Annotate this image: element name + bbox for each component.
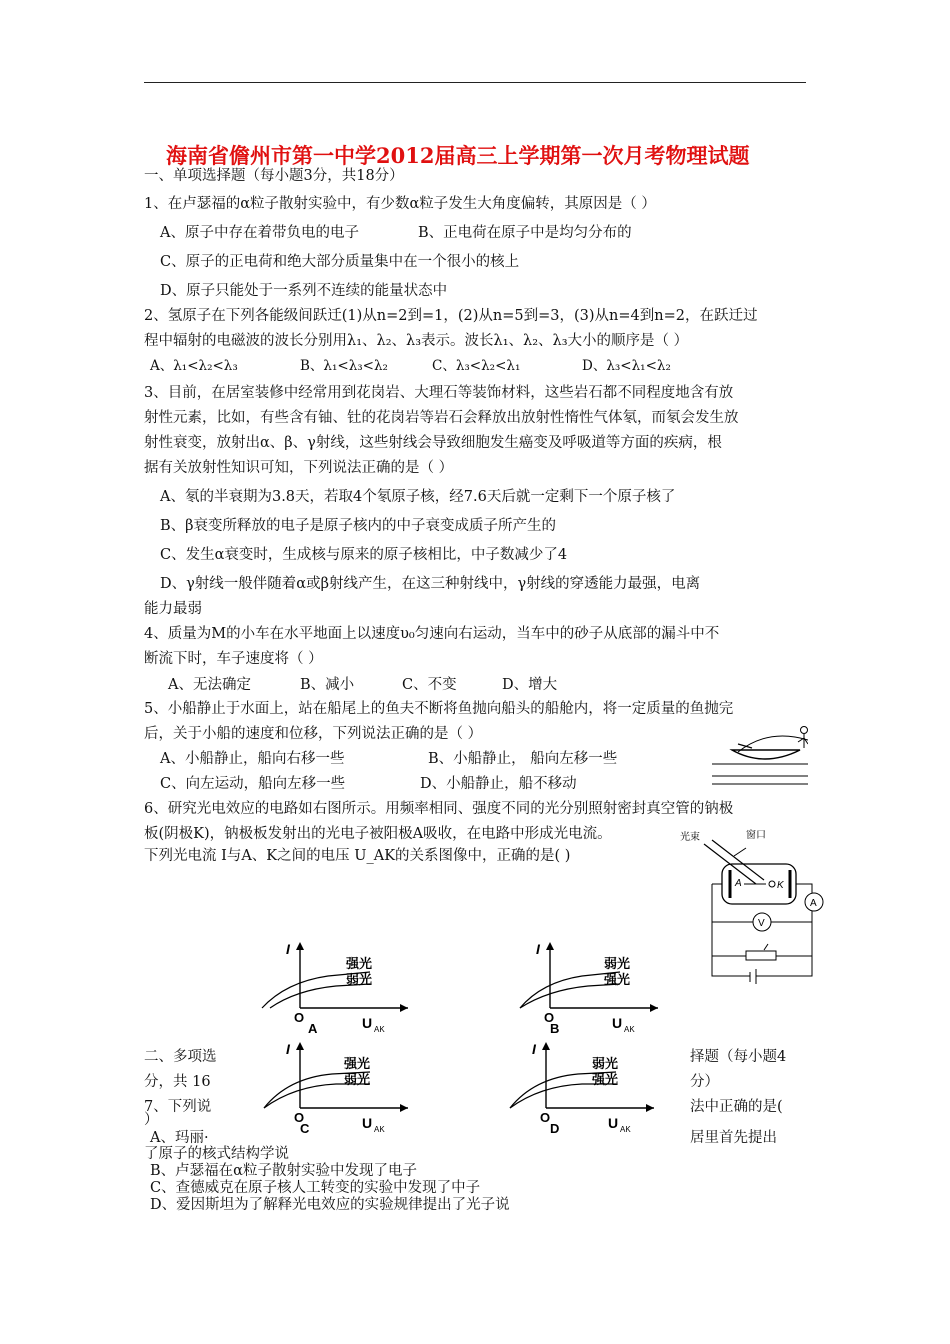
graph-c-top: 强光 <box>344 1056 371 1071</box>
graph-d-top: 弱光 <box>592 1056 619 1071</box>
graph-a-sub: AK <box>374 1025 385 1034</box>
beam-label: 光束 <box>680 832 700 843</box>
q3-option-a: A、氡的半衰期为3.8天，若取4个氡原子核，经7.6天后就一定剩下一个原子核了 <box>160 489 676 505</box>
cathode-label: K <box>777 880 784 891</box>
q1-stem: 1、在卢瑟福的α粒子散射实验中，有少数α粒子发生大角度偏转，其原因是（ ） <box>144 196 656 212</box>
q7-option-c: C、查德威克在原子核人工转变的实验中发现了中子 <box>150 1180 481 1196</box>
section-2-left-1: 二、多项选 <box>144 1049 217 1065</box>
graph-d-u: U <box>608 1115 619 1131</box>
q2-option-b: B、λ₁<λ₃<λ₂ <box>300 358 388 374</box>
q4-option-c: C、不变 <box>402 677 457 693</box>
boat-figure <box>712 722 808 790</box>
q3-stem-2: 射性元素，比如，有些含有铀、钍的花岗岩等岩石会释放出放射性惰性气体氡，而氡会发生放 <box>144 410 739 426</box>
q7-stem-left: 7、下列说 <box>144 1099 212 1115</box>
voltmeter-label: V <box>758 918 765 929</box>
graph-b-i: I <box>536 941 540 957</box>
q4-stem-1: 4、质量为M的小车在水平地面上以速度υ₀匀速向右运动，当车中的砂子从底部的漏斗中不 <box>144 626 720 642</box>
q5-stem-2: 后，关于小船的速度和位移，下列说法正确的是（ ） <box>144 726 483 742</box>
q1-option-d: D、原子只能处于一系列不连续的能量状态中 <box>160 283 448 299</box>
graph-b-bottom: 强光 <box>604 972 631 987</box>
section-2-right-1: 择题（每小题4 <box>690 1049 787 1065</box>
q3-option-b: B、β衰变所释放的电子是原子核内的中子衰变成质子所产生的 <box>160 518 557 534</box>
q7-option-a-right: 居里首先提出 <box>690 1130 777 1146</box>
q7-option-d: D、爱因斯坦为了解释光电效应的实验规律提出了光子说 <box>150 1197 510 1213</box>
graph-b-u: U <box>612 1015 623 1031</box>
graph-d <box>504 1038 664 1134</box>
q6-stem-1: 6、研究光电效应的电路如右图所示。用频率相同、强度不同的光分别照射密封真空管的钠极 <box>144 801 734 817</box>
q6-stem-3: 下列光电流 I与A、K之间的电压 U_AK的关系图像中，正确的是( ) <box>144 848 571 864</box>
window-label: 窗口 <box>746 830 766 841</box>
q3-option-d-1: D、γ射线一般伴随着α或β射线产生，在这三种射线中，γ射线的穿透能力最强，电离 <box>160 576 701 592</box>
graph-c-sub: AK <box>374 1125 385 1134</box>
q7-option-a-2: 了原子的核式结构学说 <box>144 1146 289 1162</box>
graph-d-bottom: 强光 <box>592 1072 619 1087</box>
q4-option-a: A、无法确定 <box>168 677 251 693</box>
graph-a-o: O <box>294 1010 305 1025</box>
graph-c-letter: C <box>300 1121 310 1134</box>
section-2-left-2: 分，共 16 <box>144 1074 211 1090</box>
anode-label: A <box>735 878 742 889</box>
q3-stem-4: 据有关放射性知识可知，下列说法正确的是（ ） <box>144 460 454 476</box>
q1-option-c: C、原子的正电荷和绝大部分质量集中在一个很小的核上 <box>160 254 520 270</box>
graph-c-u: U <box>362 1115 373 1131</box>
graph-a <box>258 938 418 1034</box>
header-rule <box>144 82 806 83</box>
section-2-right-2: 分） <box>690 1074 719 1090</box>
graph-c-o: O <box>294 1110 305 1125</box>
q7-stem-right: 法中正确的是( <box>690 1099 783 1115</box>
q3-option-c: C、发生α衰变时，生成核与原来的原子核相比，中子数减少了4 <box>160 547 568 563</box>
graph-c-i: I <box>286 1041 290 1057</box>
graph-a-i: I <box>286 941 290 957</box>
q5-option-b: B、小船静止， 船向左移一些 <box>428 751 618 767</box>
q2-option-c: C、λ₃<λ₂<λ₁ <box>432 358 521 374</box>
graph-a-top: 强光 <box>346 956 373 971</box>
graph-d-o: O <box>540 1110 551 1125</box>
q1-option-b: B、正电荷在原子中是均匀分布的 <box>418 225 632 241</box>
q7-option-b: B、卢瑟福在α粒子散射实验中发现了电子 <box>150 1163 417 1179</box>
graph-c <box>258 1038 418 1134</box>
page-title: 海南省儋州市第一中学2012届高三上学期第一次月考物理试题 <box>166 143 750 168</box>
graph-b-sub: AK <box>624 1025 635 1034</box>
photoelectric-circuit <box>672 826 832 986</box>
q7-stem-left-paren: ） <box>144 1112 159 1128</box>
q5-option-d: D、小船静止，船不移动 <box>420 776 577 792</box>
graph-b-letter: B <box>550 1021 560 1034</box>
q5-option-c: C、向左运动，船向左移一些 <box>160 776 346 792</box>
section-1-heading: 一、单项选择题（每小题3分，共18分） <box>144 168 404 184</box>
graph-d-sub: AK <box>620 1125 631 1134</box>
graph-b-top: 弱光 <box>604 956 631 971</box>
q2-stem-1: 2、氢原子在下列各能级间跃迁(1)从n=2到=1，(2)从n=5到=3，(3)从n=4到n=2，在跃迁过 <box>144 308 758 324</box>
q2-stem-2: 程中辐射的电磁波的波长分别用λ₁、λ₂、λ₃表示。波长λ₁、λ₂、λ₃大小的顺序是（ ） <box>144 333 689 349</box>
q1-option-a: A、原子中存在着带负电的电子 <box>160 225 359 241</box>
graph-a-u: U <box>362 1015 373 1031</box>
q4-option-d: D、增大 <box>502 677 558 693</box>
q3-option-d-2: 能力最弱 <box>144 601 202 617</box>
q3-stem-1: 3、目前，在居室装修中经常用到花岗岩、大理石等装饰材料，这些岩石都不同程度地含有放 <box>144 385 734 401</box>
q2-option-a: A、λ₁<λ₂<λ₃ <box>150 358 238 374</box>
graph-d-i: I <box>532 1041 536 1057</box>
graph-b-o: O <box>544 1010 555 1025</box>
ammeter-label: A <box>810 898 817 909</box>
graph-b <box>508 938 668 1034</box>
q5-stem-1: 5、小船静止于水面上，站在船尾上的鱼夫不断将鱼抛向船头的船舱内，将一定质量的鱼抛完 <box>144 701 734 717</box>
graph-d-letter: D <box>550 1121 560 1134</box>
graph-a-bottom: 弱光 <box>346 972 373 987</box>
q4-stem-2: 断流下时，车子速度将（ ） <box>144 651 323 667</box>
q7-option-a-1: A、玛丽· <box>150 1130 209 1146</box>
q5-option-a: A、小船静止，船向右移一些 <box>160 751 345 767</box>
q6-stem-2: 板(阴极K)，钠极板发射出的光电子被阳极A吸收，在电路中形成光电流。 <box>144 826 612 842</box>
q2-option-d: D、λ₃<λ₁<λ₂ <box>582 358 671 374</box>
graph-c-bottom: 弱光 <box>344 1072 371 1087</box>
graph-a-letter: A <box>308 1021 318 1034</box>
q4-option-b: B、减小 <box>300 677 355 693</box>
q3-stem-3: 射性衰变，放射出α、β、γ射线，这些射线会导致细胞发生癌变及呼吸道等方面的疾病，根 <box>144 435 722 451</box>
